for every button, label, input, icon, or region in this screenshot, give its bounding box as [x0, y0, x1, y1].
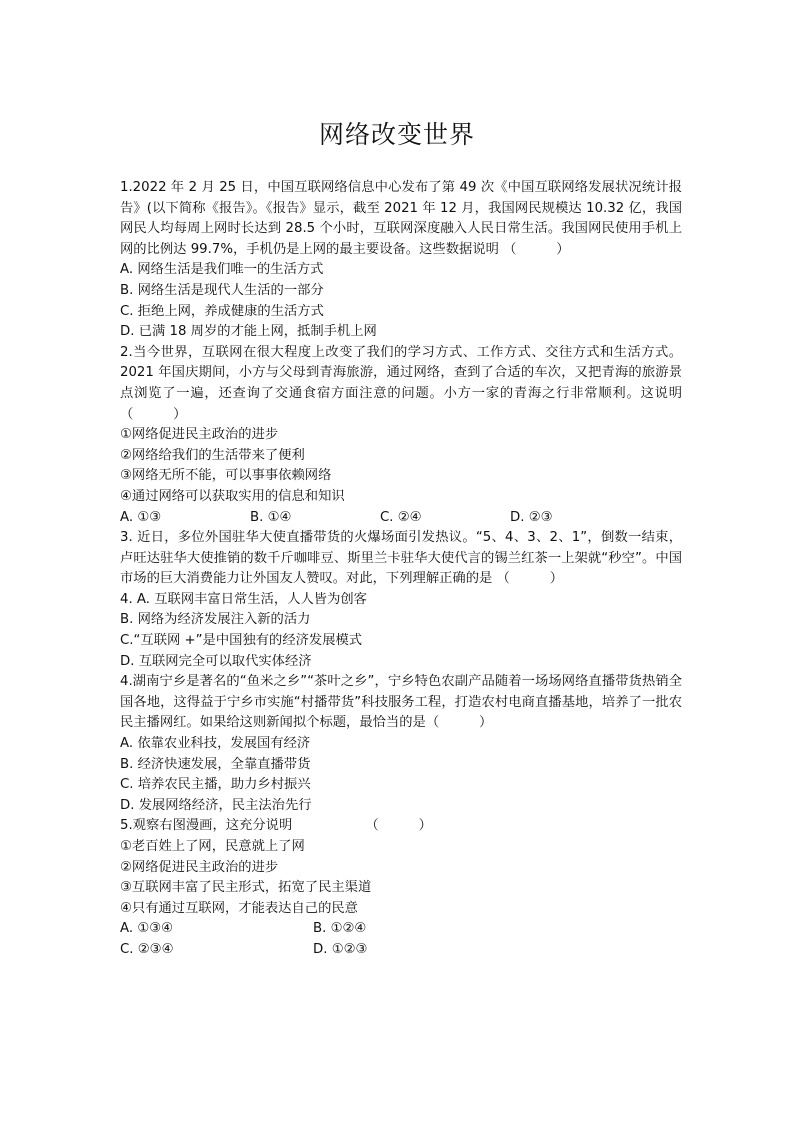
option-a: 4. A. 互联网丰富日常生活，人人皆为创客: [120, 591, 367, 607]
option-c: C. 培养农民主播，助力乡村振兴: [120, 777, 311, 793]
choice-b: B. ①④: [250, 509, 292, 525]
statement-4: ④通过网络可以获取实用的信息和知识: [120, 488, 345, 504]
choice-d: D. ①②③: [313, 941, 368, 957]
choice-c: C. ②④: [380, 509, 422, 525]
answer-choices-row-1: [120, 919, 682, 940]
option-b: B. 经济快速发展，全靠直播带货: [120, 756, 311, 772]
question-5: [120, 816, 682, 960]
statement-3: ③网络无所不能，可以事事依赖网络: [120, 468, 332, 484]
statement-4: ④只有通过互联网，才能表达自己的民意: [120, 900, 358, 916]
choice-d: D. ②③: [510, 509, 553, 525]
option-b: B. 网络为经济发展注入新的活力: [120, 612, 311, 628]
question-4: [120, 672, 682, 816]
question-stem: 1.2022 年 2 月 25 日，中国互联网络信息中心发布了第 49 次《中国互联网络发展状况统计报告》(以下简称《报告》。《报告》显示，截至 2021 年 12 月，我国网民规模达 10.32 亿，我国网民人均每周上网时长达到 28.5 个小时，互联网深度融入人民日常生活。我国网民使用手机上网的比例达 99.7%，手机仍是上网的最主要设备。这些数据说明 （ ）: [120, 180, 682, 257]
option-a: A. 依靠农业科技，发展国有经济: [120, 736, 311, 752]
answer-choices-row-2: [120, 940, 682, 961]
choice-a: A. ①③④: [120, 921, 174, 937]
question-stem: 3. 近日，多位外国驻华大使直播带货的火爆场面引发热议。“5、4、3、2、1”，倒数一结束，卢旺达驻华大使推销的数千斤咖啡豆、斯里兰卡驻华大使代言的锡兰红茶一上架就“秒空”。中国市场的巨大消费能力让外国友人赞叹。对此，下列理解正确的是 （ ）: [120, 530, 682, 587]
answer-choices: [120, 508, 682, 529]
statement-3: ③互联网丰富了民主形式，拓宽了民主渠道: [120, 880, 372, 896]
choice-b: B. ①②④: [313, 921, 367, 937]
document-title: 网络改变世界: [318, 119, 475, 149]
question-list: [120, 178, 696, 961]
question-2: [120, 343, 696, 528]
question-3: [120, 528, 682, 672]
question-stem: 2.当今世界，互联网在很大程度上改变了我们的学习方式、工作方式、交往方式和生活方式。2021 年国庆期间，小方与父母到青海旅游，通过网络，查到了合适的车次，又把青海的旅游景点浏览了一遍，还查询了交通食宿方面注意的问题。小方一家的青海之行非常顺利。这说明 （ ）: [120, 344, 696, 422]
option-b: B. 网络生活是现代人生活的一部分: [120, 282, 324, 298]
statement-1: ①老百姓上了网，民意就上了网: [120, 839, 305, 854]
choice-a: A. ①③: [120, 509, 162, 525]
option-d: D. 发展网络经济，民主法治先行: [120, 797, 312, 813]
option-d: D. 互联网完全可以取代实体经济: [120, 653, 312, 669]
statement-2: ②网络给我们的生活带来了便利: [120, 447, 305, 463]
option-d: D. 已满 18 周岁的才能上网，抵制手机上网: [120, 324, 377, 340]
question-stem: 4.湖南宁乡是著名的“鱼米之乡”“茶叶之乡”，宁乡特色农副产品随着一场场网络直播带货热销全国各地，这得益于宁乡市实施“村播带货”科技服务工程，打造农村电商直播基地，培养了一批农民主播网红。如果给这则新闻拟个标题，最恰当的是（ ）: [120, 674, 682, 731]
choice-c: C. ②③④: [120, 941, 174, 957]
question-1: [120, 178, 682, 343]
option-c: C. 拒绝上网，养成健康的生活方式: [120, 303, 324, 319]
statement-2: ②网络促进民主政治的进步: [120, 859, 279, 875]
option-c: C.“互联网 +”是中国独有的经济发展模式: [120, 633, 363, 649]
question-stem: 5.观察右图漫画，这充分说明 （ ）: [120, 818, 432, 834]
option-a: A. 网络生活是我们唯一的生活方式: [120, 262, 324, 278]
statement-1: ①网络促进民主政治的进步: [120, 427, 279, 443]
